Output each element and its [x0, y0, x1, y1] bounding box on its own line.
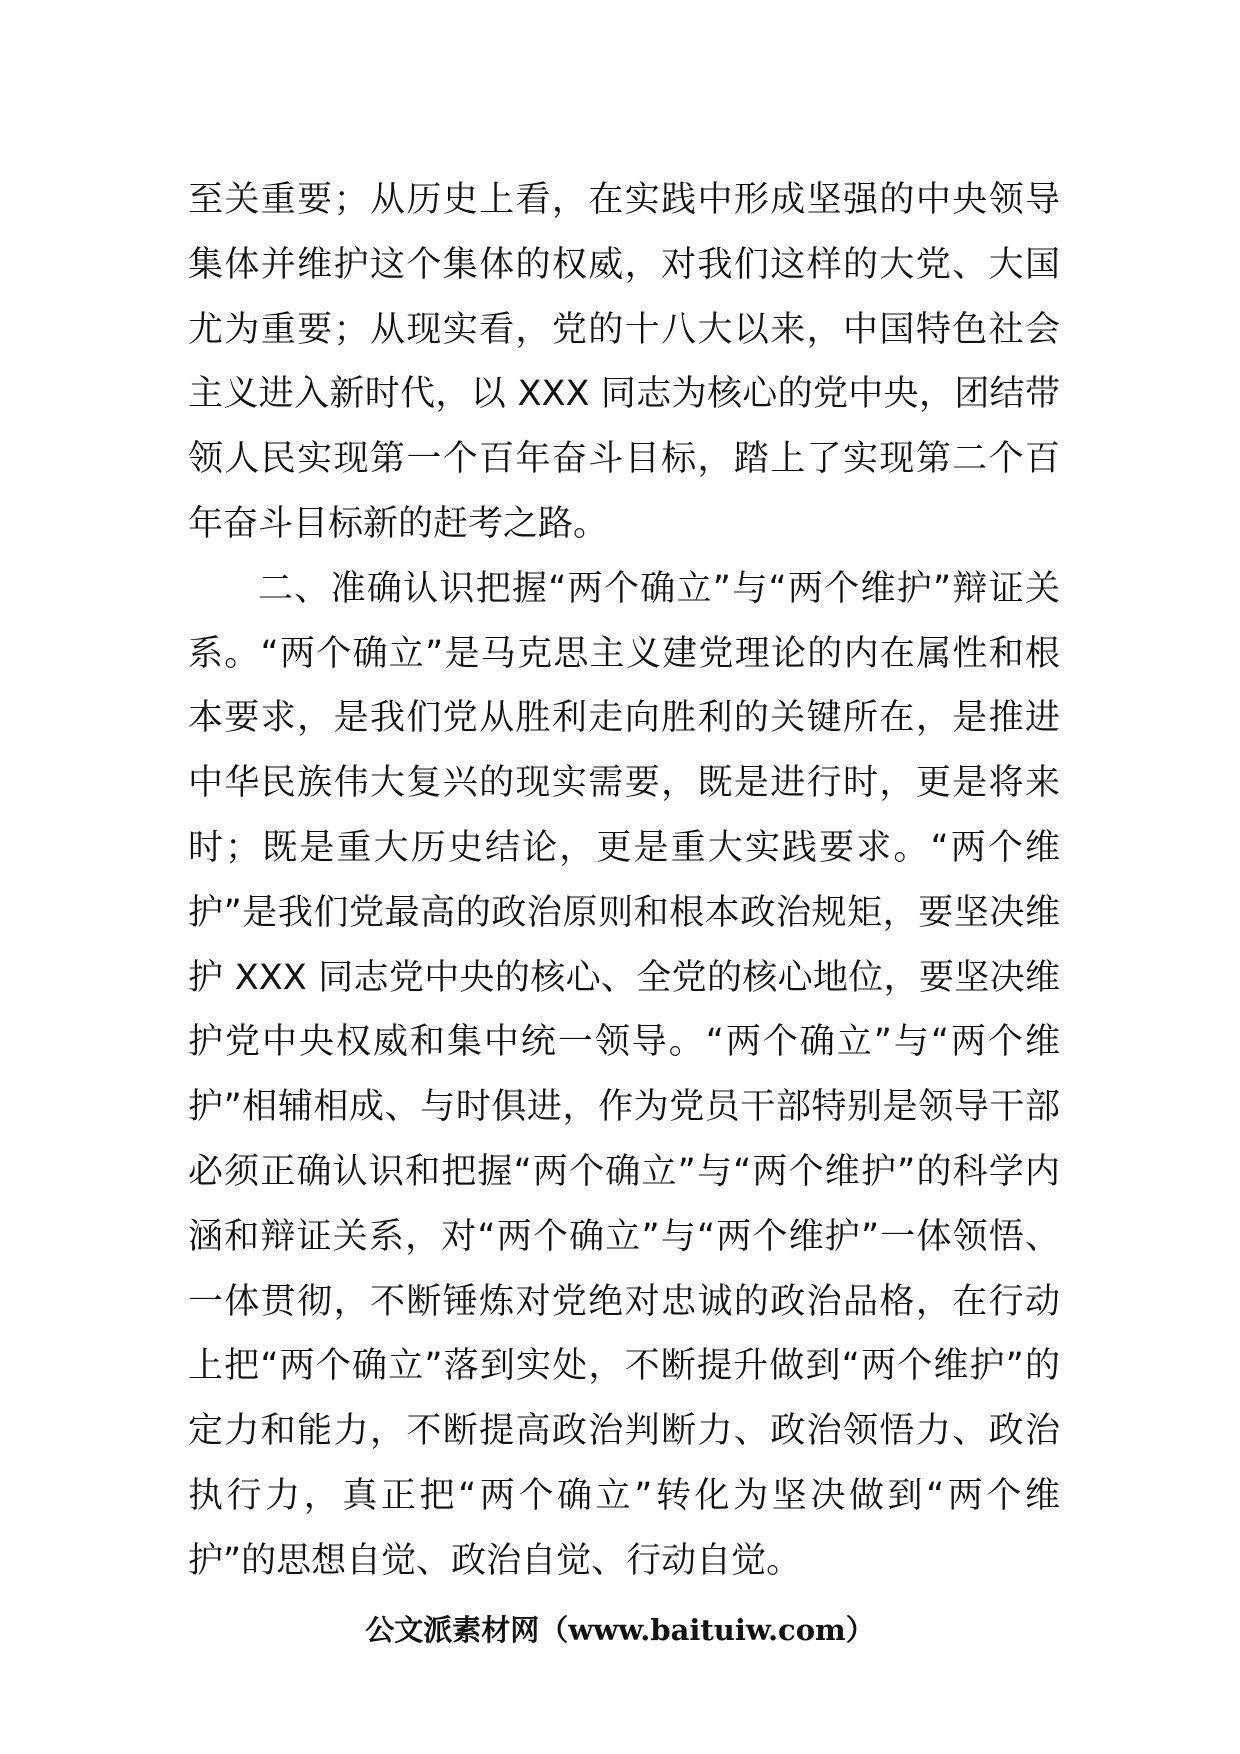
footer-watermark: 公文派素材网（www.baituiw.com）: [365, 1613, 875, 1647]
paragraph-section-two: 二、准确认识把握“两个确立”与“两个维护”辩证关系。“两个确立”是马克思主义建党理论的内在属性和根本要求，是我们党从胜利走向胜利的关键所在，是推进中华民族伟大复兴的现实需要，既是进行时，更是将来时；既是重大历史结论，更是重大实践要求。“两个维护”是我们党最高的政治原则和根本政治规矩，要坚决维护 XXX 同志党中央的核心、全党的核心地位，要坚决维护党中央权威和集中统一领导。“两个确立”与“两个维护”相辅相成、与时俱进，作为党员干部特别是领导干部必须正确认识和把握“两个确立”与“两个维护”的科学内涵和辩证关系，对“两个确立”与“两个维护”一体领悟、一体贯彻，不断锤炼对党绝对忠诚的政治品格，在行动上把“两个确立”落到实处，不断提升做到“两个维护”的定力和能力，不断提高政治判断力、政治领悟力、政治执行力，真正把“两个确立”转化为坚决做到“两个维护”的思想自觉、政治自觉、行动自觉。: [188, 568, 1060, 1581]
document-body: [188, 168, 1060, 1594]
paragraph-continuation: 至关重要；从历史上看，在实践中形成坚强的中央领导集体并维护这个集体的权威，对我们这样的大党、大国尤为重要；从现实看，党的十八大以来，中国特色社会主义进入新时代，以 XXX 同志为核心的党中央，团结带领人民实现第一个百年奋斗目标，踏上了实现第二个百年奋斗目标新的赶考之路。: [188, 180, 1060, 544]
